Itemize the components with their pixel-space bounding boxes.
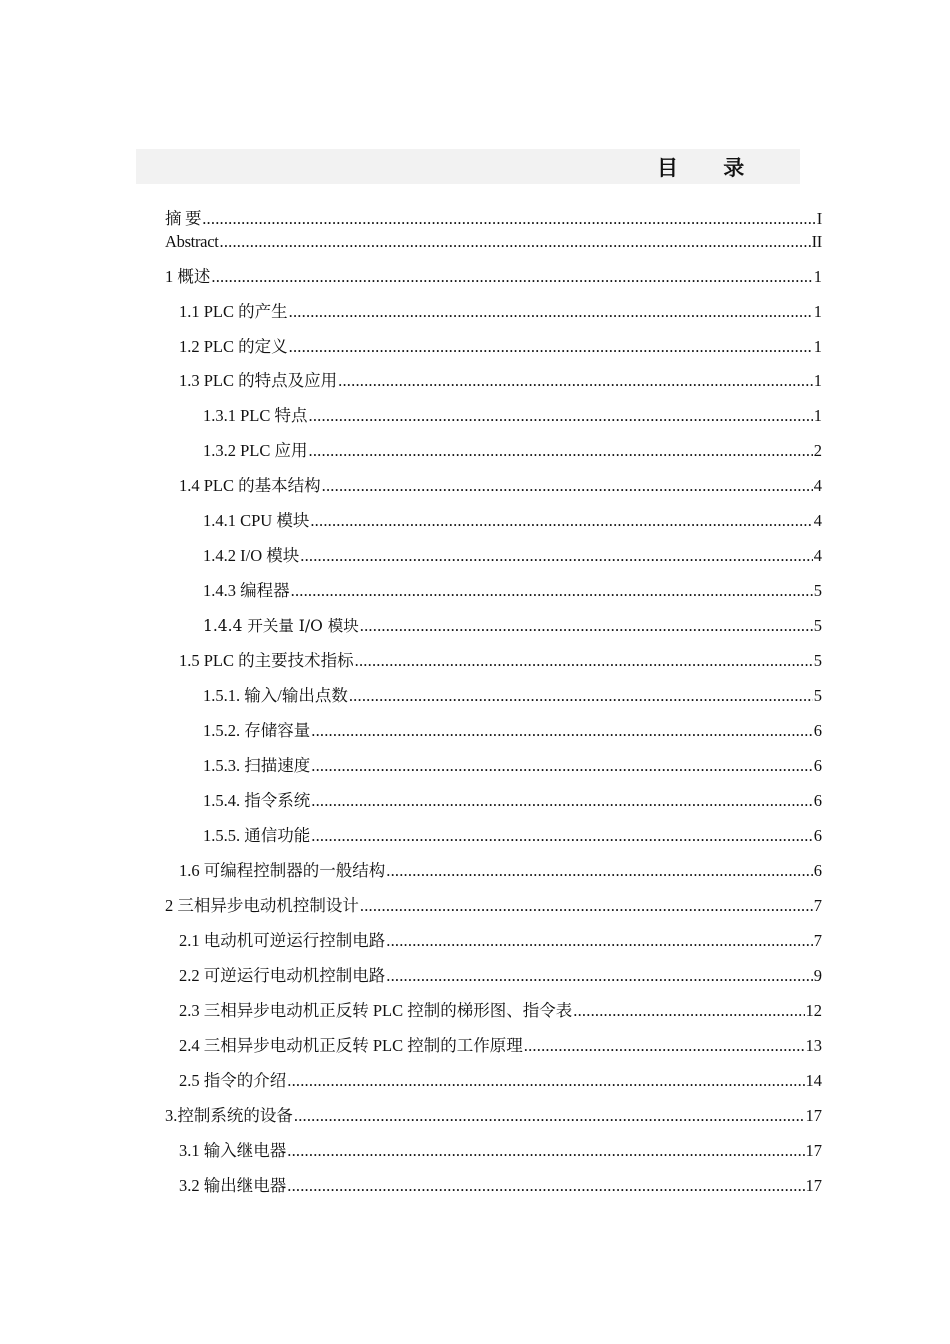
toc-entry-label: 1.3.1 PLC 特点 [203,406,308,425]
toc-dot-leader [322,476,813,496]
toc-entry-page: 2 [813,441,822,460]
toc-entry-label: 1.2 PLC 的定义 [179,337,288,356]
toc-entry-page: 6 [813,861,822,880]
toc-entry-label: 1.4.4 开关量 I/O 模块 [203,617,359,635]
toc-entry-label: 1.4 PLC 的基本结构 [179,476,321,495]
toc-dot-leader [300,546,813,566]
toc-entry-2-1[interactable] [179,931,822,951]
toc-dot-leader [309,406,813,426]
toc-entry-page: 4 [813,511,822,530]
toc-entry-page: 12 [805,1001,822,1020]
toc-dot-leader [309,441,813,461]
toc-dot-leader [311,756,813,776]
toc-entry-1-3-1[interactable] [203,406,822,426]
toc-entry-label: 1.5.2. 存储容量 [203,721,311,740]
toc-entry-3-2[interactable] [179,1176,822,1196]
toc-entry-label: 3.1 输入继电器 [179,1141,287,1160]
toc-entry-label: 2.5 指令的介绍 [179,1071,287,1090]
toc-entry-page: 6 [813,826,822,845]
toc-entry-label: 2.2 可逆运行电动机控制电路 [179,966,386,985]
toc-entry-page: 5 [813,616,822,635]
toc-entry-1-3[interactable] [179,371,822,391]
toc-entry-abstract-en[interactable] [165,232,822,252]
toc-entry-1-3-2[interactable] [203,441,822,461]
toc-entry-label: 1.6 可编程控制器的一般结构 [179,861,386,880]
toc-entry-1-5-1[interactable] [203,686,822,706]
toc-dot-leader [287,1141,804,1161]
toc-entry-label: 1.4.2 I/O 模块 [203,546,300,565]
toc-entry-page: 13 [805,1036,822,1055]
toc-entry-2-4[interactable] [179,1036,822,1056]
toc-entry-label: 2.4 三相异步电动机正反转 PLC 控制的工作原理 [179,1036,523,1055]
toc-dot-leader [289,302,813,322]
toc-dot-leader [349,686,813,706]
toc-dot-leader [287,1071,804,1091]
page-title: 目 录 [657,156,765,180]
toc-entry-page: 6 [813,791,822,810]
toc-entry-page: 6 [813,721,822,740]
toc-entry-label: Abstract [165,232,219,251]
toc-entry-page: 1 [813,302,822,321]
toc-entry-label: 2.1 电动机可逆运行控制电路 [179,931,386,950]
toc-entry-label: 1.5.5. 通信功能 [203,826,311,845]
toc-entry-label: 摘 要 [165,209,202,228]
toc-entry-label: 1.5 PLC 的主要技术指标 [179,651,354,670]
toc-entry-1-2[interactable] [179,337,822,357]
toc-entry-1-5-4[interactable] [203,791,822,811]
toc-dot-leader [311,791,813,811]
toc-entry-page: 17 [805,1176,822,1195]
toc-entry-3-1[interactable] [179,1141,822,1161]
toc-entry-label: 1.3.2 PLC 应用 [203,441,308,460]
toc-entry-label: 2 三相异步电动机控制设计 [165,896,359,915]
toc-entry-page: 5 [813,651,822,670]
toc-entry-label: 1.5.1. 输入/输出点数 [203,686,348,705]
toc-dot-leader [202,209,816,229]
toc-entry-page: 5 [813,686,822,705]
toc-entry-page: 5 [813,581,822,600]
toc-entry-page: 1 [813,267,822,286]
toc-entry-label: 1.5.4. 指令系统 [203,791,311,810]
toc-entry-2-3[interactable] [179,1001,822,1021]
toc-entry-1-5-2[interactable] [203,721,822,741]
toc-dot-leader [311,826,813,846]
toc-entry-1-6[interactable] [179,861,822,881]
toc-entry-label: 2.3 三相异步电动机正反转 PLC 控制的梯形图、指令表 [179,1001,573,1020]
toc-entry-label: 3.控制系统的设备 [165,1106,293,1125]
toc-dot-leader [289,337,813,357]
toc-dot-leader [386,966,813,986]
toc-entry-label: 1.4.1 CPU 模块 [203,511,310,530]
toc-entry-1-4[interactable] [179,476,822,496]
toc-entry-1-1[interactable] [179,302,822,322]
toc-entry-label: 1.5.3. 扫描速度 [203,756,311,775]
toc-entry-1-5[interactable] [179,651,822,671]
toc-entry-ch2[interactable] [165,896,822,916]
toc-entry-label: 1.1 PLC 的产生 [179,302,288,321]
toc-dot-leader [386,861,813,881]
toc-entry-label: 3.2 输出继电器 [179,1176,287,1195]
toc-entry-page: I [816,209,822,228]
toc-entry-1-4-3[interactable] [203,581,822,601]
toc-entry-ch1[interactable] [165,267,822,287]
toc-entry-label: 1.4.3 编程器 [203,581,290,600]
toc-entry-1-4-2[interactable] [203,546,822,566]
toc-dot-leader [524,1036,805,1056]
toc-dot-leader [573,1001,804,1021]
toc-dot-leader [386,931,813,951]
toc-entry-page: 4 [813,546,822,565]
toc-dot-leader [211,267,812,287]
toc-entry-2-5[interactable] [179,1071,822,1091]
toc-entry-page: 7 [813,931,822,950]
toc-entry-label: 1 概述 [165,267,211,286]
toc-entry-page: 17 [805,1106,822,1125]
toc-entry-page: 7 [813,896,822,915]
toc-entry-1-5-5[interactable] [203,826,822,846]
toc-entry-page: 17 [805,1141,822,1160]
toc-entry-page: 1 [813,337,822,356]
toc-dot-leader [310,511,812,531]
toc-dot-leader [360,896,813,916]
toc-entry-page: 9 [813,966,822,985]
toc-dot-leader [287,1176,804,1196]
toc-entry-abstract-cn[interactable] [165,209,822,229]
toc-entry-page: 14 [805,1071,822,1090]
toc-dot-leader [291,581,813,601]
toc-dot-leader [338,371,813,391]
toc-dot-leader [355,651,813,671]
toc-dot-leader [220,232,811,252]
toc-entry-page: 1 [813,406,822,425]
toc-dot-leader [360,616,813,636]
toc-entry-page: 4 [813,476,822,495]
toc-dot-leader [311,721,813,741]
toc-entry-page: II [811,232,822,251]
toc-entry-1-4-4[interactable] [203,616,822,636]
toc-dot-leader [294,1106,805,1126]
toc-entry-label: 1.3 PLC 的特点及应用 [179,371,338,390]
toc-entry-page: 6 [813,756,822,775]
toc-entry-page: 1 [813,371,822,390]
toc-entry-2-2[interactable] [179,966,822,986]
toc-entry-1-4-1[interactable] [203,511,822,531]
toc-entry-ch3[interactable] [165,1106,822,1126]
toc-entry-1-5-3[interactable] [203,756,822,776]
